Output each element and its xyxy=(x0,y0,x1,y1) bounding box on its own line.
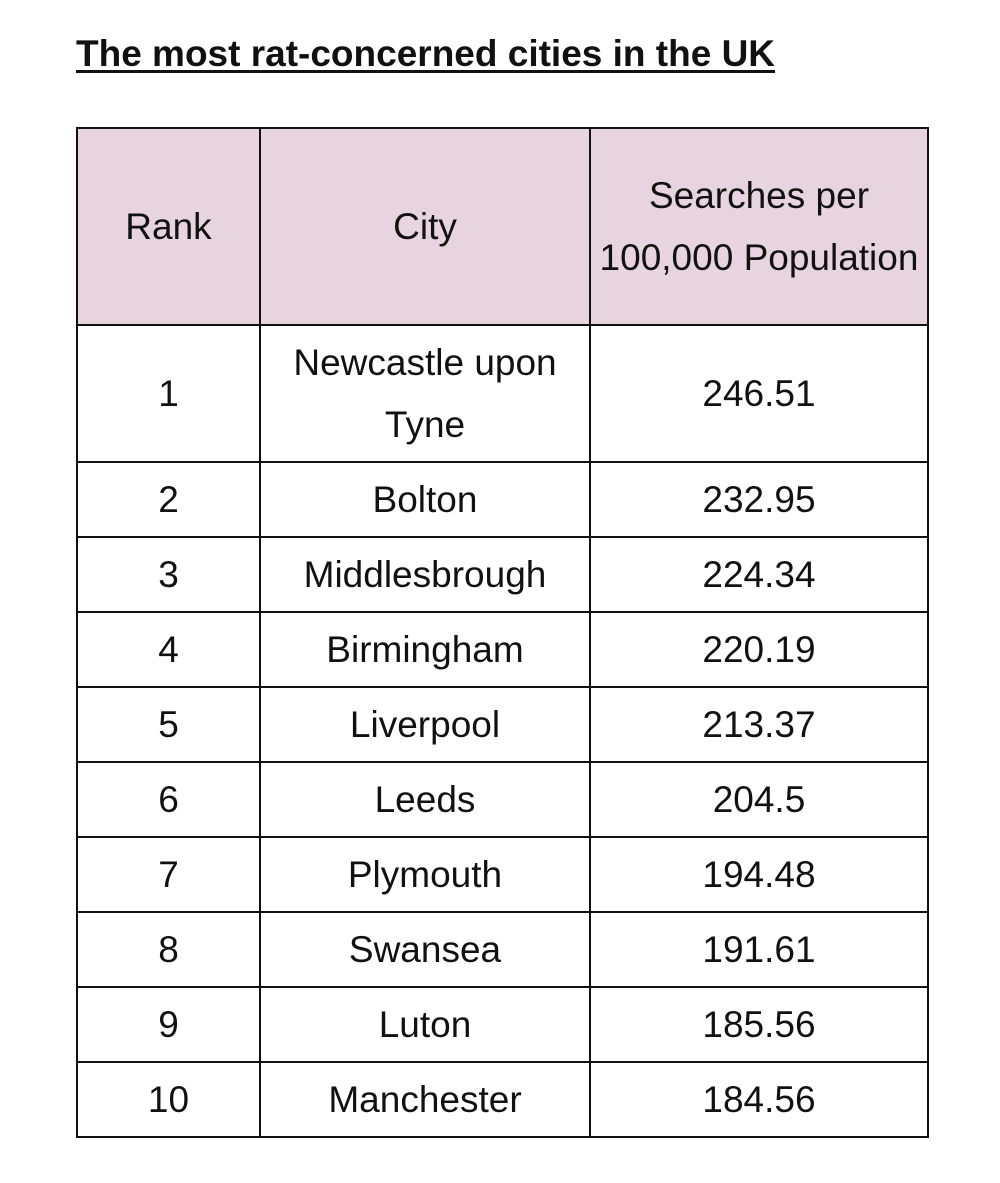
searches-cell: 232.95 xyxy=(590,462,928,537)
city-cell: Swansea xyxy=(260,912,590,987)
table-row xyxy=(77,325,928,462)
searches-cell: 204.5 xyxy=(590,762,928,837)
city-cell: Middlesbrough xyxy=(260,537,590,612)
table-row xyxy=(77,762,928,837)
searches-column-header: Searches per 100,000 Population xyxy=(590,128,928,325)
rank-cell: 3 xyxy=(77,537,260,612)
searches-cell: 191.61 xyxy=(590,912,928,987)
rank-cell: 9 xyxy=(77,987,260,1062)
city-cell: Bolton xyxy=(260,462,590,537)
searches-cell: 224.34 xyxy=(590,537,928,612)
city-column-header: City xyxy=(260,128,590,325)
table-row xyxy=(77,612,928,687)
table-row xyxy=(77,687,928,762)
searches-cell: 184.56 xyxy=(590,1062,928,1137)
rank-cell: 10 xyxy=(77,1062,260,1137)
table-row xyxy=(77,462,928,537)
city-cell: Manchester xyxy=(260,1062,590,1137)
table-row xyxy=(77,537,928,612)
table-row xyxy=(77,837,928,912)
rank-cell: 4 xyxy=(77,612,260,687)
rank-cell: 8 xyxy=(77,912,260,987)
city-cell: Plymouth xyxy=(260,837,590,912)
rank-cell: 2 xyxy=(77,462,260,537)
table-header xyxy=(77,128,928,325)
table-body xyxy=(77,325,928,1137)
city-cell: Newcastle upon Tyne xyxy=(260,325,590,462)
rank-cell: 6 xyxy=(77,762,260,837)
searches-cell: 213.37 xyxy=(590,687,928,762)
table-row xyxy=(77,1062,928,1137)
rank-cell: 5 xyxy=(77,687,260,762)
rank-cell: 1 xyxy=(77,325,260,462)
city-cell: Liverpool xyxy=(260,687,590,762)
page-title: The most rat-concerned cities in the UK xyxy=(76,33,776,74)
header-row xyxy=(77,128,928,325)
city-cell: Luton xyxy=(260,987,590,1062)
table-row xyxy=(77,912,928,987)
rank-column-header: Rank xyxy=(77,128,260,325)
searches-cell: 194.48 xyxy=(590,837,928,912)
city-cell: Birmingham xyxy=(260,612,590,687)
searches-cell: 220.19 xyxy=(590,612,928,687)
city-cell: Leeds xyxy=(260,762,590,837)
rankings-table xyxy=(76,127,929,1138)
rank-cell: 7 xyxy=(77,837,260,912)
table-row xyxy=(77,987,928,1062)
searches-cell: 185.56 xyxy=(590,987,928,1062)
searches-cell: 246.51 xyxy=(590,325,928,462)
